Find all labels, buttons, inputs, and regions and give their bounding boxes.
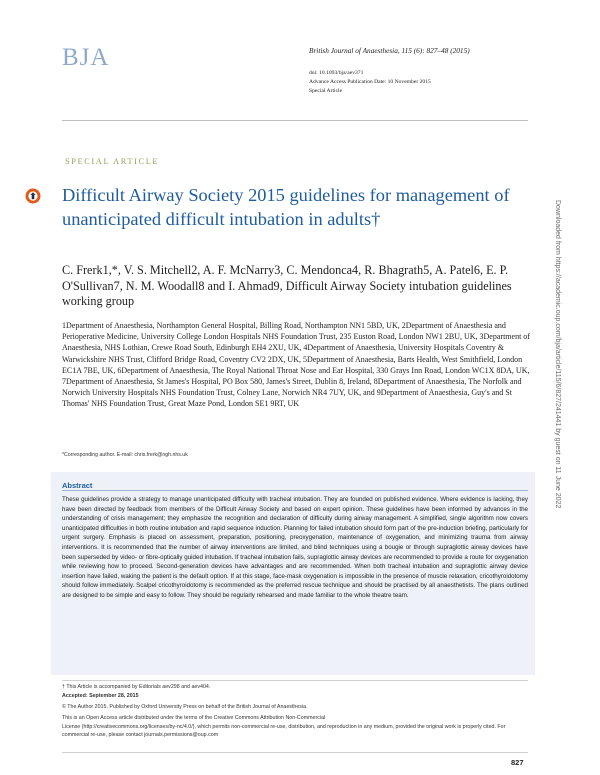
abstract-text: These guidelines provide a strategy to manage unanticipated difficulty with tracheal intubation. They are founded on published evidence. Where evidence is lacking, they have been directed by feedback from members of the Difficult Airway Society and based on expert opinion. These guidelines have been informed by advances in the understanding of crisis management; they emphasize the recognition and declaration of difficulty during airway management. A simplified, single algorithm now covers unanticipated difficulties in both routine intubation and rapid sequence induction. Planning for failed intubation should form part of the pre-induction briefing, particularly for urgent surgery. Emphasis is placed on assessment, preparation, positioning, preoxygenation, maintenance of oxygenation, and minimizing trauma from airway interventions. It is recommended that the number of airway interventions are limited, and blind techniques using a bougie or through supraglottic airway devices have been superseded by video- or fibre-optically guided intubation. If tracheal intubation fails, supraglottic airway devices are recommended to provide a route for oxygenation while reviewing how to proceed. Second-generation devices have advantages and are recommended. When both tracheal intubation and supraglottic airway device insertion have failed, waking the patient is the default option. If at this stage, face-mask oxygenation is impossible in the presence of muscle relaxation, cricothyroidotomy should follow immediately. Scalpel cricothyroidotomy is recommended as the preferred rescue technique and should be practised by all anaesthetists. The plans outlined are designed to be simple and easy to follow. They should be regularly rehearsed and made familiar to the whole theatre team. xyxy=(62,496,528,599)
section-label: SPECIAL ARTICLE xyxy=(65,157,160,166)
footnote-editorial: † This Article is accompanied by Editorials aev298 and aev404. xyxy=(62,684,211,690)
author-list: C. Frerk1,*, V. S. Mitchell2, A. F. McNarry3, C. Mendonca4, R. Bhagrath5, A. Patel6, E. P. O'Sullivan7, N. M. Woodall8 and I. Ahmad9, Difficult Airway Society intubation guidelines working group xyxy=(62,263,512,308)
crossmark-icon[interactable] xyxy=(25,188,41,204)
affiliations: 1Department of Anaesthesia, Northampton General Hospital, Billing Road, Northampton NN1 5BD, UK, 2Department of Anaesthesia and Perioperative Medicine, University College London Hospitals NHS Foundation Trust, 235 Euston Road, London NW1 2BU, UK, 3Department of Anaesthesia, NHS Lothian, Crewe Road South, Edinburgh EH4 2XU, UK, 4Department of Anaesthesia, University Hospitals Coventry & Warwickshire NHS Trust, Clifford Bridge Road, Coventry CV2 2DX, UK, 5Department of Anaesthesia, Barts Health, West Smithfield, London EC1A 7BE, UK, 6Department of Anaesthesia, The Royal National Throat Nose and Ear Hospital, 330 Grays Inn Road, London WC1X 8DA, UK, 7Department of Anaesthesia, St James's Hospital, PO Box 580, James's Street, Dublin 8, Ireland, 8Department of Anaesthesia, The Norfolk and Norwich University Hospitals NHS Foundation Trust, Colney Lane, Norwich NR4 7UY, UK, and 9Department of Anaesthesia, Guy's and St Thomas' NHS Foundation Trust, Great Maze Pond, London SE1 9RT, UK xyxy=(62,321,530,409)
article-type: Special Article xyxy=(309,88,343,94)
footnote-license: License (http://creativecommons.org/licenses/by-nc/4.0/), which permits non-commercial re-use, distribution, and reproduction in any medium, provided the original work is properly cited. For commercial re-use, please contact journals.permissions@oup.com xyxy=(62,724,506,739)
footnote-divider xyxy=(62,680,528,681)
footnote-open-access: This is an Open Access article distributed under the terms of the Creative Commons Attribution Non-Commercial xyxy=(62,715,326,721)
journal-logo: BJA xyxy=(62,44,110,71)
download-watermark: Downloaded from https://academic.oup.com/bja/article/115/6/827/241441 by guest on 11 June 2022 xyxy=(554,200,561,509)
footnote-copyright: © The Author 2015. Published by Oxford University Press on behalf of the British Journal of Anaesthesia. xyxy=(62,704,308,710)
advance-access-date: Advance Access Publication Date: 10 November 2015 xyxy=(309,79,431,85)
doi[interactable]: doi: 10.1093/bja/aev371 xyxy=(309,70,364,76)
corresponding-author: *Corresponding author. E-mail: chris.frerk@ngh.nhs.uk xyxy=(62,452,188,458)
article-title: Difficult Airway Society 2015 guidelines for management of unanticipated difficult intubation in adults† xyxy=(62,185,510,229)
header-divider xyxy=(62,120,528,121)
abstract-divider xyxy=(62,490,528,491)
journal-citation: British Journal of Anaesthesia, 115 (6): 827–48 (2015) xyxy=(309,46,470,55)
page-number: 827 xyxy=(511,758,524,767)
abstract-heading: Abstract xyxy=(62,481,93,490)
footnote-accepted: Accepted: September 28, 2015 xyxy=(62,693,139,699)
page-footer-divider xyxy=(62,752,528,753)
